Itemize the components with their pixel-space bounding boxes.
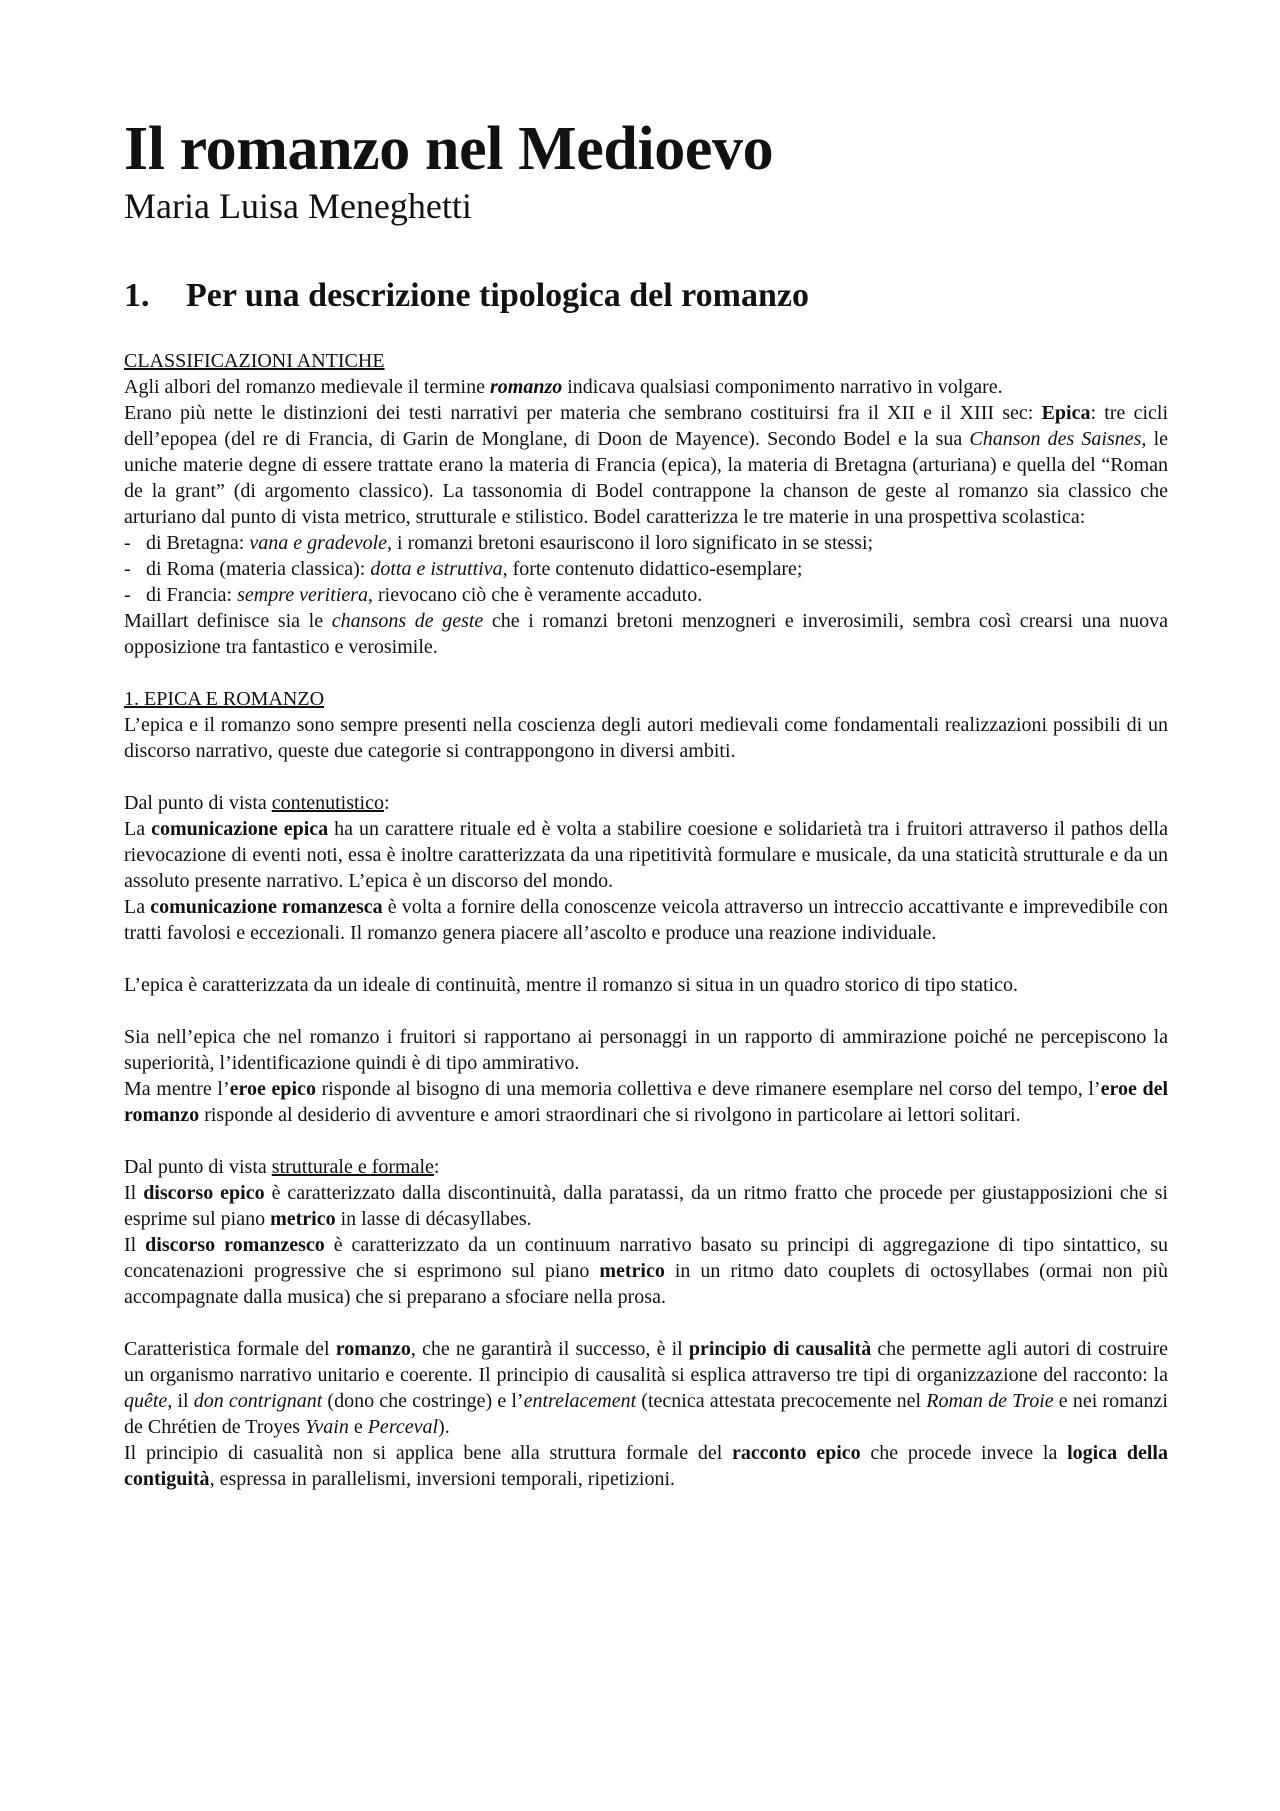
paragraph: Caratteristica formale del romanzo, che ne garantirà il successo, è il principio di causalità che permette agli autori di costruire un organismo narrativo unitario e coerente. Il principio di causalità si esplica attraverso tre tipi di organizzazione del racconto: la quête, il don contrignant (dono che costringe) e l’entrelacement (tecnica attestata precocemente nel Roman de Troie e nei romanzi de Chrétien de Troyes Yvain e Perceval). (124, 1338, 1169, 1439)
list-item: - di Roma (materia classica): dotta e istruttiva, forte contenuto didattico-esemplare; (124, 556, 1168, 582)
paragraph: La comunicazione romanzesca è volta a fornire della conoscenze veicola attraverso un intreccio accattivante e imprevedibile con tratti favolosi e eccezionali. Il romanzo genera piacere all’ascolto e produce una reazione individuale. (124, 896, 1169, 945)
author-name: Maria Luisa Meneghetti (124, 186, 472, 227)
document-body (124, 348, 1168, 1492)
chapter-title: Per una descrizione tipologica del romanzo (186, 276, 809, 314)
paragraph: Maillart definisce sia le chansons de geste che i romanzi bretoni menzogneri e inverosimili, sembra così crearsi una nuova opposizione tra fantastico e verosimile. (124, 610, 1168, 659)
paragraph: La comunicazione epica ha un carattere rituale ed è volta a stabilire coesione e solidarietà tra i fruitori attraverso il pathos della rievocazione di eventi noti, essa è inoltre caratterizzata da una ripetitività formulare e musicale, da una staticità strutturale e da un assoluto presente narrativo. L’epica è un discorso del mondo. (124, 818, 1168, 893)
document-title: Il romanzo nel Medioevo (124, 115, 774, 183)
chapter-heading (124, 277, 1168, 314)
paragraph: L’epica e il romanzo sono sempre presenti nella coscienza degli autori medievali come fondamentali realizzazioni possibili di un discorso narrativo, queste due categorie si contrappongono in diversi ambiti. (124, 714, 1168, 763)
paragraph: L’epica è caratterizzata da un ideale di continuità, mentre il romanzo si situa in un quadro storico di tipo statico. (124, 974, 1018, 997)
paragraph: Sia nell’epica che nel romanzo i fruitori si rapportano ai personaggi in un rapporto di ammirazione poiché ne percepiscono la superiorità, l’identificazione quindi è di tipo ammirativo. (124, 1026, 1168, 1075)
paragraph: Il discorso romanzesco è caratterizzato da un continuum narrativo basato su principi di aggregazione di tipo sintattico, su concatenazioni progressive che si esprimono sul piano metrico in un ritmo dato couplets di octosyllabes (ormai non più accompagnate dalla musica) che si preparano a sfociare nella prosa. (124, 1234, 1168, 1309)
paragraph: Agli albori del romanzo medievale il termine romanzo indicava qualsiasi componimento narrativo in volgare. (124, 376, 1003, 399)
paragraph: Erano più nette le distinzioni dei testi narrativi per materia che sembrano costituirsi fra il XII e il XIII sec: Epica: tre cicli dell’epopea (del re di Francia, di Garin de Monglane, di Doon de Mayence). Secondo Bodel e la sua Chanson des Saisnes, le uniche materie degne di essere trattate erano la materia di Francia (epica), la materia di Bretagna (arturiana) e quella del “Roman de la grant” (di argomento classico). La tassonomia di Bodel contrappone la chanson de geste al romanzo sia classico che arturiano dal punto di vista metrico, strutturale e stilistico. Bodel caratterizza le tre materie in una prospettiva scolastica: (124, 402, 1169, 529)
paragraph: Ma mentre l’eroe epico risponde al bisogno di una memoria collettiva e deve rimanere esemplare nel corso del tempo, l’eroe del romanzo risponde al desiderio di avventure e amori straordinari che si rivolgono in particolare ai lettori solitari. (124, 1078, 1169, 1127)
paragraph: Dal punto di vista contenutistico: (124, 792, 390, 815)
materie-list (124, 530, 1168, 608)
list-item: - di Bretagna: vana e gradevole, i romanzi bretoni esauriscono il loro significato in se stessi; (124, 530, 1168, 556)
section-heading-classificazioni: CLASSIFICAZIONI ANTICHE (124, 350, 385, 373)
section-heading-epica-romanzo: 1. EPICA E ROMANZO (124, 688, 325, 711)
document-page (124, 115, 1169, 1492)
list-item: - di Francia: sempre veritiera, rievocano ciò che è veramente accaduto. (124, 582, 1168, 608)
chapter-number: 1. (124, 276, 150, 314)
paragraph: Il principio di casualità non si applica bene alla struttura formale del racconto epico che procede invece la logica della contiguità, espressa in parallelismi, inversioni temporali, ripetizioni. (124, 1442, 1168, 1491)
paragraph: Dal punto di vista strutturale e formale: (124, 1156, 440, 1179)
paragraph: Il discorso epico è caratterizzato dalla discontinuità, dalla paratassi, da un ritmo fratto che procede per giustapposizioni che si esprime sul piano metrico in lasse di décasyllabes. (124, 1182, 1168, 1231)
